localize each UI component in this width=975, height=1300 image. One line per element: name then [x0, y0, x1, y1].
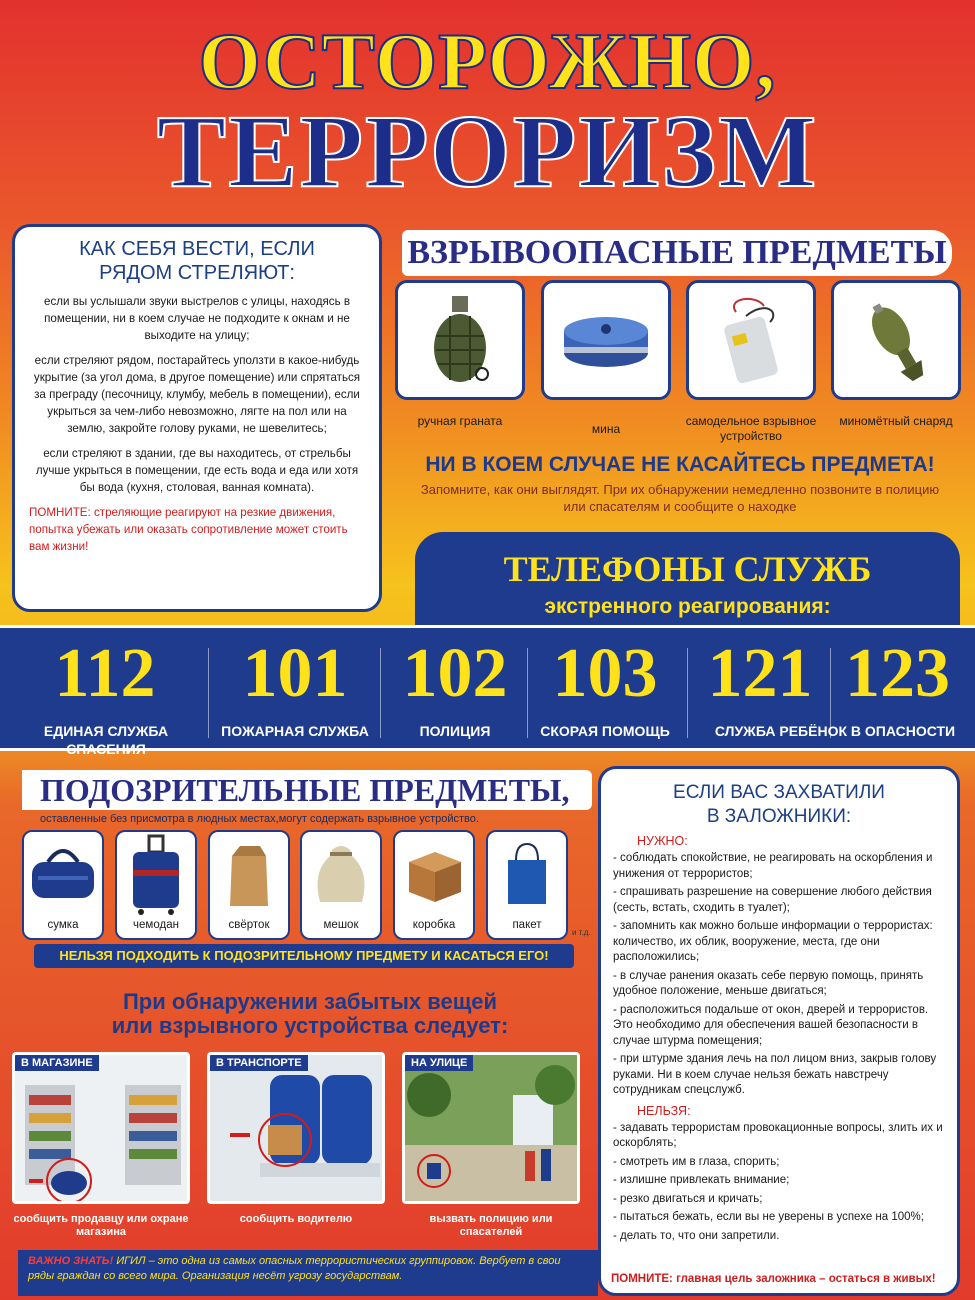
title-line2: ТЕРРОРИЗМ: [156, 94, 819, 209]
list-item: - запомнить как можно больше информации о террористах: количество, их облик, вооружение, места, где они расположились;: [613, 920, 933, 963]
hostage-panel: [598, 766, 960, 1296]
shop-scene: [12, 1052, 190, 1204]
box-icon: [395, 832, 473, 912]
hostage-title: [613, 781, 945, 829]
list-item: - смотреть им в глаза, спорить;: [613, 1155, 780, 1168]
shop-caption: сообщить продавцу или охране магазина: [13, 1213, 189, 1238]
mortar-card: [831, 280, 961, 400]
grenade-card: [395, 280, 525, 400]
phones-subtitle: экстренного реагирования:: [544, 595, 831, 618]
mortar-shell-icon: [856, 292, 936, 388]
etc-label: и т.д.: [572, 928, 591, 937]
important-note: [18, 1250, 598, 1296]
found-title-line1: При обнаружении забытых вещей: [122, 989, 498, 1014]
phone-label-102: ПОЛИЦИЯ: [419, 723, 491, 739]
paper-bag-icon: [210, 832, 288, 912]
list-item: - излишне привлекать внимание;: [613, 1174, 790, 1186]
shooting-panel: [12, 224, 382, 612]
suspicious-label-2: чемодан: [133, 919, 179, 931]
list-item: - резко двигаться и кричать;: [613, 1192, 763, 1205]
explosive-label-2: мина: [591, 422, 621, 436]
phone-102: 102: [402, 635, 508, 712]
list-item: - делать то, что они запретили.: [613, 1229, 780, 1242]
do-not-touch-warning: НИ В КОЕМ СЛУЧАЕ НЕ КАСАЙТЕСЬ ПРЕДМЕТА!: [425, 453, 935, 476]
important-label: ВАЖНО ЗНАТЬ!: [28, 1255, 114, 1267]
transport-seat-icon: [210, 1055, 382, 1201]
suitcase-icon: [117, 832, 195, 916]
suspicious-label-1: сумка: [47, 919, 79, 931]
transport-caption: сообщить водителю: [239, 1213, 353, 1225]
grenade-icon: [420, 292, 500, 388]
list-item: - спрашивать разрешение на совершение любого действия (сесть, встать, сходить в туалет);: [613, 886, 932, 914]
explosive-label-4: миномётный снаряд: [839, 414, 953, 428]
shooting-paragraph-1: если вы услышали звуки выстрелов с улицы, находясь в помещении, ни в коем случае не подходите к окнам и не выходите на улицу;: [44, 295, 350, 342]
shooting-title-line1: КАК СЕБЯ ВЕСТИ, ЕСЛИ: [79, 238, 315, 260]
shopping-bag-icon: [488, 832, 566, 912]
phone-label-101: ПОЖАРНАЯ СЛУЖБА: [221, 723, 369, 739]
suspicious-label-5: коробка: [412, 919, 456, 931]
phone-label-103: СКОРАЯ ПОМОЩЬ: [540, 723, 670, 739]
phones-title: ТЕЛЕФОНЫ СЛУЖБ: [503, 549, 872, 589]
ied-card: [686, 280, 816, 400]
shooting-title: [29, 237, 365, 285]
sack-icon: [302, 832, 380, 912]
hostage-final-remember: ПОМНИТЕ: главная цель заложника – остаться в живых!: [611, 1273, 936, 1285]
mine-icon: [558, 305, 654, 375]
phone-label-112: ЕДИНАЯ СЛУЖБА СПАСЕНИЯ: [43, 723, 169, 757]
explosive-label-1: ручная граната: [417, 414, 503, 428]
shooting-remember: [29, 504, 365, 555]
phone-divider: [527, 648, 528, 738]
transport-scene: [207, 1052, 385, 1204]
hostage-title-line2: В ЗАЛОЖНИКИ:: [706, 806, 852, 827]
shooting-title-line2: РЯДОМ СТРЕЛЯЮТ:: [99, 262, 295, 284]
forbidden-list: [613, 1121, 945, 1245]
forbidden-label: НЕЛЬЗЯ:: [637, 1103, 691, 1118]
street-tag: НА УЛИЦЕ: [405, 1055, 473, 1071]
important-text: ИГИЛ – это одна из самых опасных террористических группировок. Вербует в свои ряды граждан со всего мира. Организация несёт угрозу государствам.: [28, 1255, 561, 1282]
phone-divider: [380, 648, 381, 738]
shooting-paragraph-3: если стреляют в здании, где вы находитесь, от стрельбы лучше укрыться в помещении, где есть вода и еда или хотя бы вода (кухня, столовая, ванная комната).: [35, 447, 359, 494]
remember-text: стреляющие реагируют на резкие движения, попытка убежать или оказать сопротивление может стоить вам жизни!: [29, 506, 348, 553]
transport-tag: В ТРАНСПОРТЕ: [210, 1055, 308, 1071]
street-scene: [402, 1052, 580, 1204]
suspicious-label-3: свёрток: [228, 919, 270, 931]
remember-label: ПОМНИТЕ:: [29, 506, 91, 519]
suspicious-label-4: мешок: [323, 919, 359, 931]
explosives-advice: Запомните, как они выглядят. При их обнаружении немедленно позвоните в полицию или спасателям и сообщите о находке: [420, 482, 940, 514]
list-item: - задавать террористам провокационные вопросы, злить их и оскорблять;: [613, 1121, 943, 1149]
suspicious-subtitle: оставленные без присмотра в людных местах,могут содержать взрывное устройство.: [40, 813, 479, 825]
bag-icon: [24, 832, 102, 912]
street-caption: вызвать полицию или спасателей: [429, 1213, 553, 1238]
mine-card: [541, 280, 671, 400]
title-line1: ОСТОРОЖНО,: [198, 18, 777, 106]
explosive-label-3: самодельное взрывное устройство: [685, 414, 817, 443]
phone-divider: [687, 648, 688, 738]
phone-101: 101: [242, 635, 348, 712]
list-item: - в случае ранения оказать себе первую помощь, принять удобное положение, меньше двигаться;: [613, 969, 924, 997]
suspicious-label-6: пакет: [512, 919, 542, 931]
shop-tag: В МАГАЗИНЕ: [15, 1055, 99, 1071]
suspicious-title: ПОДОЗРИТЕЛЬНЫЕ ПРЕДМЕТЫ,: [22, 770, 592, 810]
street-park-icon: [405, 1055, 577, 1201]
hostage-title-line1: ЕСЛИ ВАС ЗАХВАТИЛИ: [673, 782, 885, 803]
ied-icon: [706, 292, 796, 388]
phone-121: 121: [707, 635, 813, 712]
list-item: - пытаться бежать, если вы не уверены в успехе на 100%;: [613, 1211, 924, 1223]
explosives-title: ВЗРЫВООПАСНЫЕ ПРЕДМЕТЫ: [402, 230, 952, 276]
shooting-paragraph-2: если стреляют рядом, постарайтесь уползти в какое-нибудь укрытие (за угол дома, в другое помещение) или спрятаться за преграду (песочницу, клумбу, мебель в помещении), если укрыться за чем-либо невозможно, лягте на пол или на землю, закройте голову руками, не шевелитесь;: [33, 354, 361, 435]
list-item: - при штурме здания лечь на пол лицом вниз, закрыв голову руками. Ни в коем случае нельзя бежать навстречу сотрудникам спецслужб.: [613, 1053, 937, 1096]
list-item: - соблюдать спокойствие, не реагировать на оскорбления и унижения от террористов;: [613, 852, 933, 880]
found-title: [30, 990, 590, 1038]
found-title-line2: или взрывного устройства следует:: [111, 1013, 509, 1038]
phone-112: 112: [54, 635, 156, 712]
phone-103: 103: [552, 635, 658, 712]
list-item: - расположиться подальше от окон, дверей и террористов. Это необходимо для обеспечения вашей безопасности в случае штурма помещения;: [613, 1003, 929, 1047]
need-label: НУЖНО:: [637, 834, 688, 848]
need-list: [613, 851, 945, 1099]
phone-label-121-123: СЛУЖБА РЕБЁНОК В ОПАСНОСТИ: [714, 723, 956, 739]
phone-divider: [208, 648, 209, 738]
no-approach-warning: НЕЛЬЗЯ ПОДХОДИТЬ К ПОДОЗРИТЕЛЬНОМУ ПРЕДМЕТУ И КАСАТЬСЯ ЕГО!: [34, 944, 574, 968]
phone-123: 123: [845, 635, 950, 712]
shop-shelves-icon: [15, 1055, 187, 1201]
